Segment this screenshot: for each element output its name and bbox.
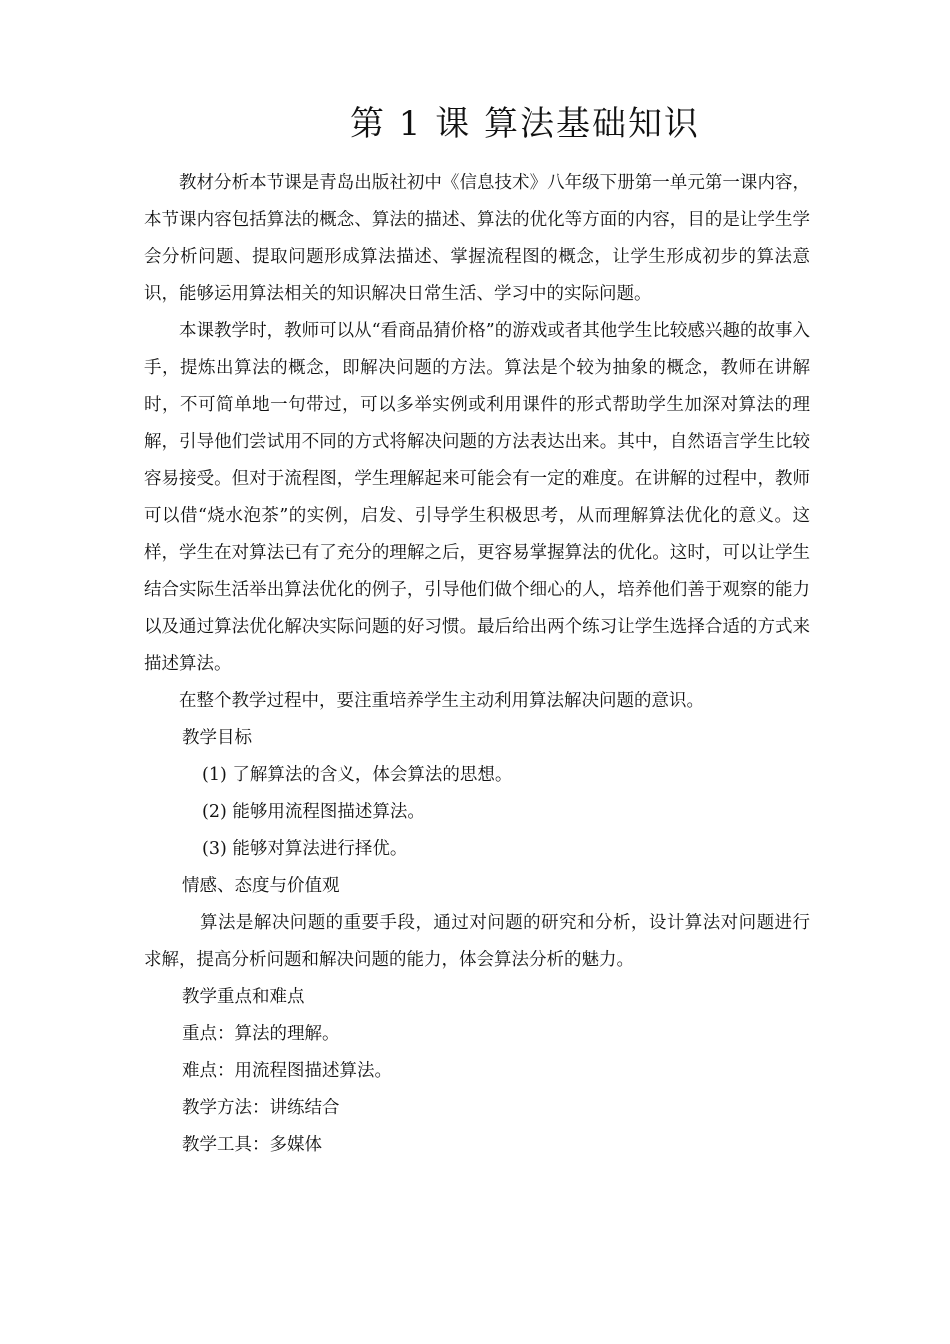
document-body xyxy=(144,165,810,1164)
heading-teaching-goals: 教学目标 xyxy=(182,728,252,748)
teaching-tools: 教学工具：多媒体 xyxy=(182,1135,322,1155)
goal-item-3: (3) 能够对算法进行择优。 xyxy=(202,839,408,859)
paragraph-awareness: 在整个教学过程中，要注重培养学生主动利用算法解决问题的意识。 xyxy=(179,691,704,711)
paragraph-textbook-analysis: 教材分析本节课是青岛出版社初中《信息技术》八年级下册第一单元第一课内容，本节课内容包括算法的概念、算法的描述、算法的优化等方面的内容，目的是让学生学会分析问题、提取问题形成算法描述、掌握流程图的概念，让学生形成初步的算法意识，能够运用算法相关的知识解决日常生活、学习中的实际问题。 xyxy=(144,173,810,304)
difficult-point: 难点：用流程图描述算法。 xyxy=(182,1061,392,1081)
goal-item-1: (1) 了解算法的含义，体会算法的思想。 xyxy=(202,765,513,785)
heading-key-difficult-points: 教学重点和难点 xyxy=(182,987,305,1007)
page-title: 第 1 课 算法基础知识 xyxy=(349,104,701,144)
paragraph-teaching-approach: 本课教学时，教师可以从“看商品猜价格”的游戏或者其他学生比较感兴趣的故事入手，提炼出算法的概念，即解决问题的方法。算法是个较为抽象的概念，教师在讲解时，不可简单地一句带过，可以多举实例或利用课件的形式帮助学生加深对算法的理解，引导他们尝试用不同的方式将解决问题的方法表达出来。其中，自然语言学生比较容易接受。但对于流程图，学生理解起来可能会有一定的难度。在讲解的过程中，教师可以借“烧水泡茶”的实例，启发、引导学生积极思考，从而理解算法优化的意义。这样，学生在对算法已有了充分的理解之后，更容易掌握算法的优化。这时，可以让学生结合实际生活举出算法优化的例子，引导他们做个细心的人，培养他们善于观察的能力以及通过算法优化解决实际问题的好习惯。最后给出两个练习让学生选择合适的方式来描述算法。 xyxy=(144,321,810,674)
teaching-method: 教学方法：讲练结合 xyxy=(182,1098,340,1118)
paragraph-emotion-values: 算法是解决问题的重要手段，通过对问题的研究和分析，设计算法对问题进行求解，提高分析问题和解决问题的能力，体会算法分析的魅力。 xyxy=(144,913,810,970)
heading-emotion-values: 情感、态度与价值观 xyxy=(182,876,340,896)
key-point: 重点：算法的理解。 xyxy=(182,1024,340,1044)
goal-item-2: (2) 能够用流程图描述算法。 xyxy=(202,802,425,822)
